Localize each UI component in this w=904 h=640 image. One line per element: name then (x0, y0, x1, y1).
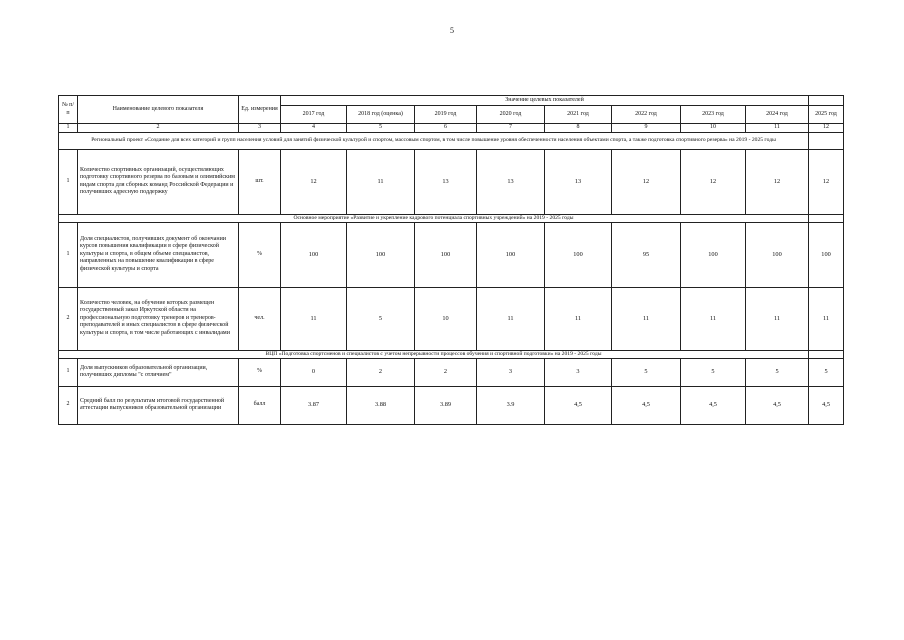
year-header: 2017 год (281, 106, 347, 124)
value-cell: 11 (746, 287, 809, 350)
value-cell: 3 (477, 358, 545, 386)
column-number: 6 (415, 124, 477, 133)
value-cell: 4,5 (612, 386, 681, 424)
section-row (59, 132, 844, 149)
column-number: 11 (746, 124, 809, 133)
value-cell: 100 (681, 222, 746, 287)
row-num: 1 (59, 222, 78, 287)
value-cell: 3.89 (415, 386, 477, 424)
target-indicators-table (58, 95, 844, 425)
row-num: 1 (59, 358, 78, 386)
year-header: 2022 год (612, 106, 681, 124)
row-num: 2 (59, 287, 78, 350)
value-cell: 11 (809, 287, 844, 350)
value-cell: 13 (477, 149, 545, 214)
header-row (59, 96, 844, 106)
column-number: 10 (681, 124, 746, 133)
value-cell: 5 (681, 358, 746, 386)
table-row (59, 222, 844, 287)
value-cell: 100 (347, 222, 415, 287)
column-number: 7 (477, 124, 545, 133)
value-cell: 2 (347, 358, 415, 386)
indicator-name: Количество человек, на обучение которых размещен государственный заказ Иркутской области на профессиональную подготовку тренеров и тренеров-преподавателей и иных специалистов в сфере физической культуры и спорта, в том числе работающих с инвалидами (78, 287, 239, 350)
value-cell: 5 (612, 358, 681, 386)
indicator-name: Количество спортивных организаций, осуществляющих подготовку спортивного резерва по базовым и олимпийским видам спорта для сборных команд Российской Федерации и получивших адресную поддержку (78, 149, 239, 214)
value-cell: 95 (612, 222, 681, 287)
column-number: 2 (78, 124, 239, 133)
value-cell: 4,5 (809, 386, 844, 424)
year-header: 2023 год (681, 106, 746, 124)
header-values: Значение целевых показателей (281, 96, 809, 106)
row-num: 1 (59, 149, 78, 214)
year-header: 2025 год (809, 106, 844, 124)
column-numbers-row (59, 124, 844, 133)
value-cell: 100 (809, 222, 844, 287)
section-spacer (809, 350, 844, 358)
value-cell: 12 (746, 149, 809, 214)
page-number: 5 (450, 26, 454, 35)
indicator-name: Доля специалистов, получивших документ об окончании курсов повышения квалификации в сфере физической культуры и спорта, в общем объеме специалистов, направленных на повышение квалификации в сфере физической культуры и спорта (78, 222, 239, 287)
column-number: 12 (809, 124, 844, 133)
value-cell: 3 (545, 358, 612, 386)
table-row (59, 287, 844, 350)
header-unit: Ед. измерения (239, 96, 281, 124)
value-cell: 0 (281, 358, 347, 386)
value-cell: 3.9 (477, 386, 545, 424)
unit-cell: чел. (239, 287, 281, 350)
year-header: 2019 год (415, 106, 477, 124)
value-cell: 4,5 (746, 386, 809, 424)
value-cell: 3.87 (281, 386, 347, 424)
value-cell: 11 (281, 287, 347, 350)
table-row (59, 358, 844, 386)
value-cell: 11 (681, 287, 746, 350)
value-cell: 100 (281, 222, 347, 287)
column-number: 8 (545, 124, 612, 133)
value-cell: 11 (347, 149, 415, 214)
unit-cell: балл (239, 386, 281, 424)
value-cell: 12 (681, 149, 746, 214)
unit-cell: шт. (239, 149, 281, 214)
year-header: 2020 год (477, 106, 545, 124)
value-cell: 11 (612, 287, 681, 350)
column-number: 9 (612, 124, 681, 133)
indicator-name: Доля выпускников образовательной организации, получивших дипломы "с отличием" (78, 358, 239, 386)
value-cell: 4,5 (545, 386, 612, 424)
section-title: ВЦП «Подготовка спортсменов и специалистов с учетом непрерывности процессов обучения и спортивной подготовки» на 2019 - 2025 годы (59, 350, 809, 358)
table-row (59, 149, 844, 214)
section-title: Основное мероприятие «Развитие и укрепление кадрового потенциала спортивных учреждений» на 2019 - 2025 годы (59, 214, 809, 222)
year-header: 2018 год (оценка) (347, 106, 415, 124)
section-row (59, 214, 844, 222)
value-cell: 100 (477, 222, 545, 287)
section-row (59, 350, 844, 358)
value-cell: 3.88 (347, 386, 415, 424)
column-number: 3 (239, 124, 281, 133)
column-number: 1 (59, 124, 78, 133)
year-header: 2024 год (746, 106, 809, 124)
header-values-spacer (809, 96, 844, 106)
value-cell: 10 (415, 287, 477, 350)
value-cell: 12 (612, 149, 681, 214)
header-name: Наименование целевого показателя (78, 96, 239, 124)
section-spacer (809, 132, 844, 149)
indicator-name: Средний балл по результатам итоговой государственной аттестации выпускников образовательной организации (78, 386, 239, 424)
value-cell: 13 (545, 149, 612, 214)
value-cell: 11 (545, 287, 612, 350)
value-cell: 5 (809, 358, 844, 386)
column-number: 5 (347, 124, 415, 133)
value-cell: 13 (415, 149, 477, 214)
value-cell: 5 (746, 358, 809, 386)
row-num: 2 (59, 386, 78, 424)
value-cell: 2 (415, 358, 477, 386)
value-cell: 5 (347, 287, 415, 350)
value-cell: 12 (809, 149, 844, 214)
section-spacer (809, 214, 844, 222)
value-cell: 12 (281, 149, 347, 214)
column-number: 4 (281, 124, 347, 133)
header-num: № п/п (59, 96, 78, 124)
value-cell: 4,5 (681, 386, 746, 424)
value-cell: 11 (477, 287, 545, 350)
section-title: Региональный проект «Создание для всех категорий и групп населения условий для занятий физической культурой и спортом, массовым спортом, в том числе повышение уровня обеспеченности населения объектами спорта, а также подготовка спортивного резерва» на 2019 - 2025 годы (59, 132, 809, 149)
table-row (59, 386, 844, 424)
value-cell: 100 (415, 222, 477, 287)
unit-cell: % (239, 358, 281, 386)
value-cell: 100 (746, 222, 809, 287)
unit-cell: % (239, 222, 281, 287)
value-cell: 100 (545, 222, 612, 287)
year-header: 2021 год (545, 106, 612, 124)
